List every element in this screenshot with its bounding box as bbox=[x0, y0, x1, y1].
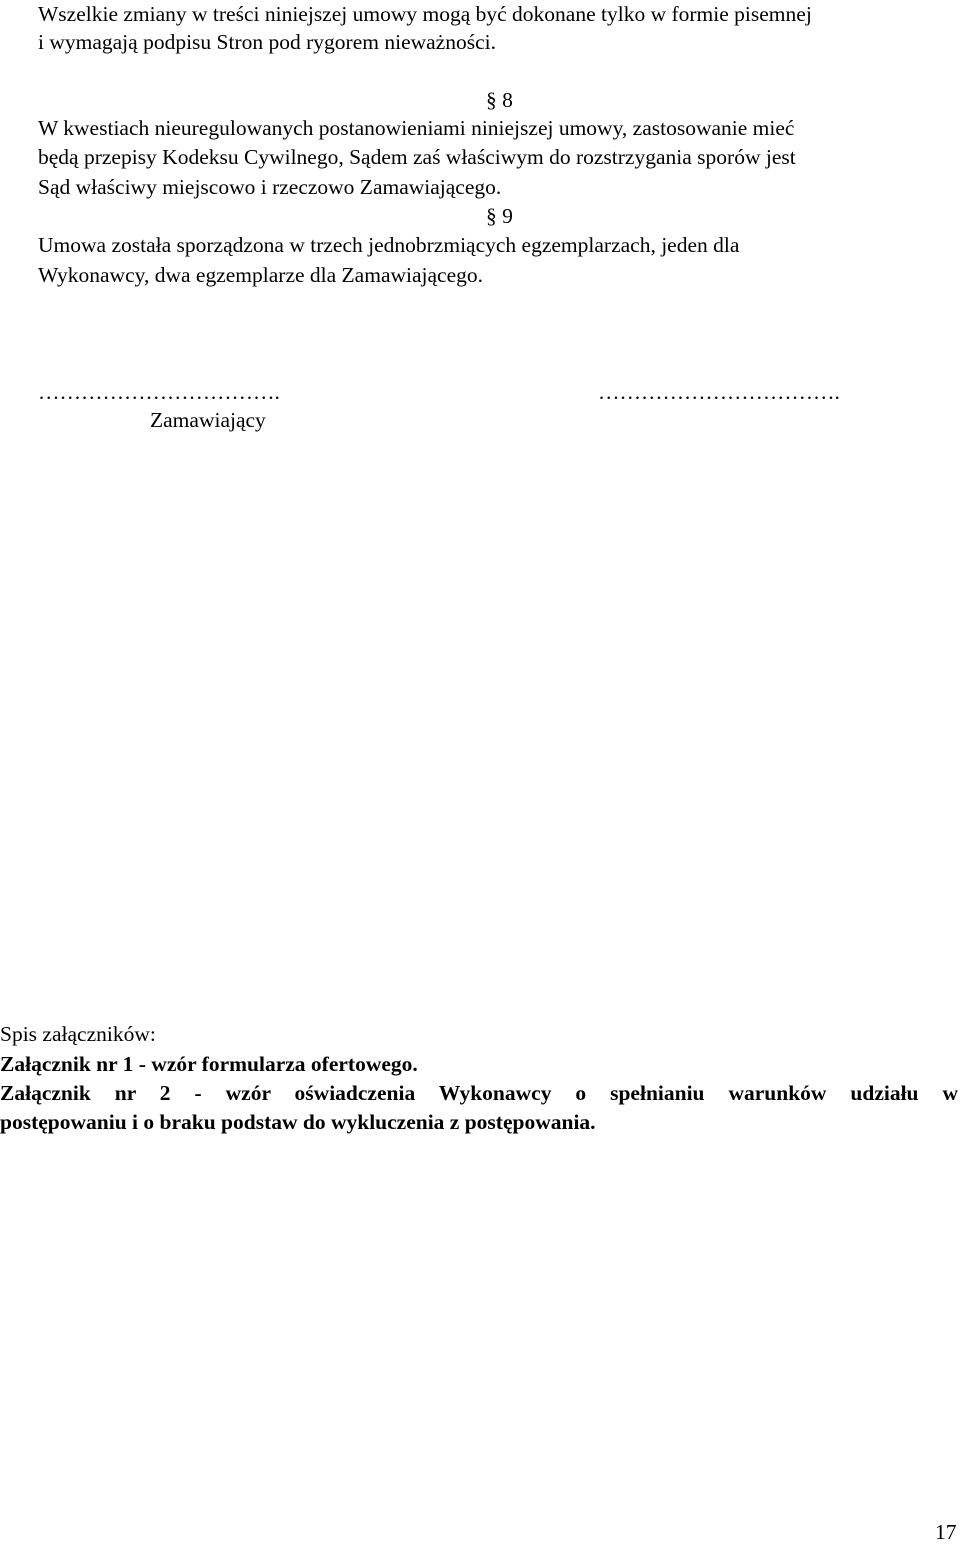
signature-line-contracting-authority: ……………………………. bbox=[38, 380, 280, 404]
attachment-item-2-line-2: postępowaniu i o braku podstaw do wykluczenia z postępowania. bbox=[0, 1110, 596, 1134]
attachment-item-2-line-1: Załącznik nr 2 - wzór oświadczenia Wykonawcy o spełnianiu warunków udziału w bbox=[0, 1081, 958, 1105]
intro-line-1: Wszelkie zmiany w treści niniejszej umowy mogą być dokonane tylko w formie pisemnej bbox=[38, 2, 812, 26]
section-8-line-3: Sąd właściwy miejscowo i rzeczowo Zamawiającego. bbox=[38, 175, 502, 199]
attachments-heading: Spis załączników: bbox=[0, 1022, 156, 1046]
section-8-line-2: będą przepisy Kodeksu Cywilnego, Sądem zaś właściwym do rozstrzygania sporów jest bbox=[38, 145, 796, 169]
section-9-line-1: Umowa została sporządzona w trzech jednobrzmiących egzemplarzach, jeden dla bbox=[38, 233, 740, 257]
section-9-line-2: Wykonawcy, dwa egzemplarze dla Zamawiającego. bbox=[38, 263, 484, 287]
signature-label-contracting-authority: Zamawiający bbox=[150, 408, 266, 432]
section-9-heading: § 9 bbox=[486, 204, 513, 228]
section-8-heading: § 8 bbox=[486, 88, 513, 112]
attachment-item-1: Załącznik nr 1 - wzór formularza ofertowego. bbox=[0, 1052, 418, 1076]
intro-line-2: i wymagają podpisu Stron pod rygorem nieważności. bbox=[38, 30, 496, 54]
signature-line-contractor: ……………………………. bbox=[598, 380, 840, 404]
section-8-line-1: W kwestiach nieuregulowanych postanowieniami niniejszej umowy, zastosowanie mieć bbox=[38, 116, 795, 140]
page-number: 17 bbox=[935, 1520, 957, 1544]
